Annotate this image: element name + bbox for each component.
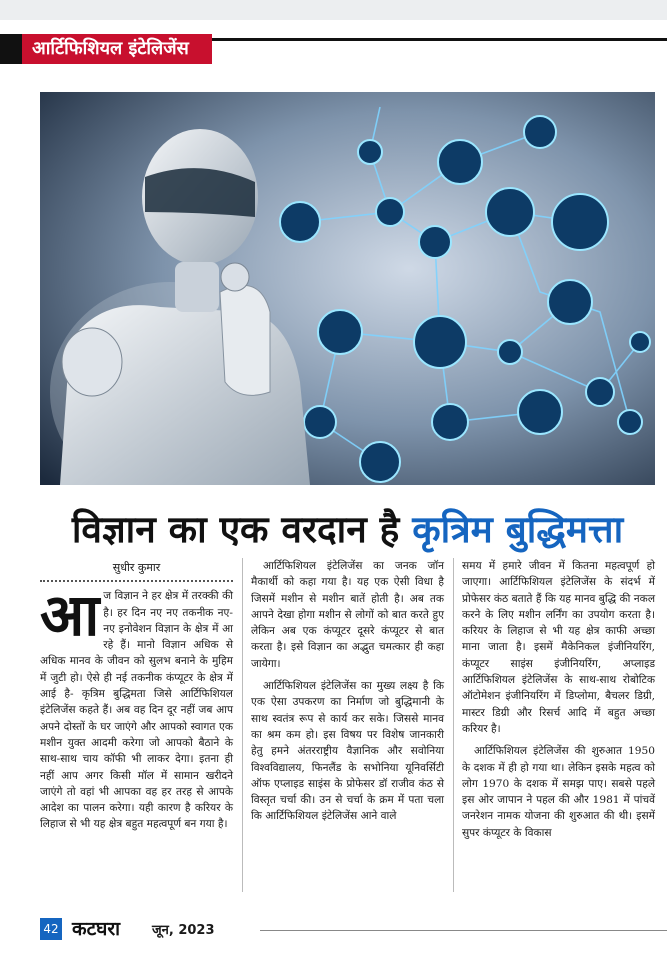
column-1 [40, 558, 233, 839]
drop-cap: आ [40, 581, 100, 650]
page-number: 42 [40, 918, 62, 940]
paragraph [40, 581, 233, 832]
column-3 [462, 558, 655, 847]
article-body [40, 558, 655, 898]
hero-image [40, 92, 655, 485]
paragraph: आर्टिफिशियल इंटेलिजेंस का मुख्य लक्ष्य है कि एक ऐसा उपकरण का निर्माण जो बुद्धिमानी के साथ स्वतंत्र रूप से कार्य कर सके। जिससे मानव का श्रम कम हो। इस विषय पर विशेष जानकारी हेतु हमने अंतरराष्ट्रीय वैज्ञानिक और सवोनिया विश्वविद्यालय, फिनलैंड के सभोनिया यूनिवर्सिटी ऑफ एप्लाइड साइंस के प्रोफेसर डॉ राजीव कंठ से विस्तृत चर्चा की। उन से चर्चा के क्रम में पता चला कि आर्टिफिशियल इंटेलिजेंस आने वाले [251, 680, 444, 823]
paragraph: समय में हमारे जीवन में कितना महत्वपूर्ण हो जाएगा। आर्टिफिशियल इंटेलिजेंस के संदर्भ में प्रोफेसर कंठ बताते हैं कि यह मानव बुद्धि की नकल करने के लिए मशीन लर्निंग का उपयोग करता है। करियर के लिहाज से भी यह क्षेत्र काफी अच्छा माना जाता है। इसमें मैकेनिकल इंजीनियरिंग, कंप्यूटर साइंस इंजीनियरिंग, अप्लाइड आर्टिफिशियल इंटेलिजेंस के साथ-साथ रोबोटिक ऑटोमेशन इंजीनियरिंग में डिप्लोमा, बैचलर डिग्री, मास्टर डिग्री और रिसर्च आदि में बहुत अच्छा करियर है। [462, 560, 655, 735]
ai-robot-network-illustration [40, 92, 655, 485]
paragraph: आर्टिफिशियल इंटेलिजेंस का जनक जॉन मैकार्थी को कहा गया है। यह एक ऐसी विधा है जिसमें मशीन से मशीन बातें होती है। अब तक आपने देखा होगा मशीन से लोगों को बात करते हुए लेकिन अब एक कंप्यूटर दूसरे कंप्यूटर से बात करता है। इसे विज्ञान का अद्भुत चमत्कार ही कहा जायेगा। [251, 560, 444, 670]
paragraph-text: ज विज्ञान ने हर क्षेत्र में तरक्की की है। हर दिन नए नए तकनीक नए-नए इनोवेशन विज्ञान के क्षेत्र में आ रहे हैं। मानो विज्ञान अधिक से अधिक मानव के जीवन को सुलभ बनाने के मुहिम में जुटी हो। ऐसे ही नई तकनीक कंप्यूटर के क्षेत्र में आई है- कृत्रिम बुद्धिमता जिसे आर्टिफिशियल इंटेलिजेंस कहते हैं। अब वह दिन दूर नहीं जब आप अपने दोस्तों के घर जाएंगे और आपको स्वागत एक मशीन युक्त आदमी करेगा जो आपको बैठाने के साथ-साथ चाय कॉफी भी लाकर देगा। इतना ही नहीं आप अगर किसी मॉल में सामान खरीदने जाएंगे तो वहां भी आपका वह हर तरह से आपके आदेश का पालन करेगा। यही कारण है करियर के लिहाज से भी यह क्षेत्र बहुत महत्वपूर्ण बन गया है। [40, 590, 233, 831]
column-divider [453, 558, 454, 892]
headline-part2: कृत्रिम बुद्धिमत्ता [412, 507, 624, 551]
footer-rule [260, 930, 667, 931]
column-divider [242, 558, 243, 892]
column-2 [251, 558, 444, 831]
section-tag: आर्टिफिशियल इंटेलिजेंस [0, 34, 212, 64]
paragraph: आर्टिफिशियल इंटेलिजेंस की शुरुआत 1950 के दशक में ही हो गया था। लेकिन इसके महत्व को लोग 1970 के दशक में समझ पाए। सबसे पहले इस ओर जापान ने पहल की और 1981 में पांचवें जनरेशन नामक योजना की शुरुआत की थी। इसमें सुपर कंप्यूटर के विकास [462, 745, 655, 839]
author-byline: सुधीर कुमार [112, 561, 161, 574]
issue-date: जून, 2023 [152, 923, 215, 938]
magazine-name: कटघरा [72, 918, 121, 940]
headline [40, 505, 655, 553]
top-strip [0, 0, 667, 20]
headline-part1: विज्ञान का एक वरदान है [71, 507, 413, 551]
